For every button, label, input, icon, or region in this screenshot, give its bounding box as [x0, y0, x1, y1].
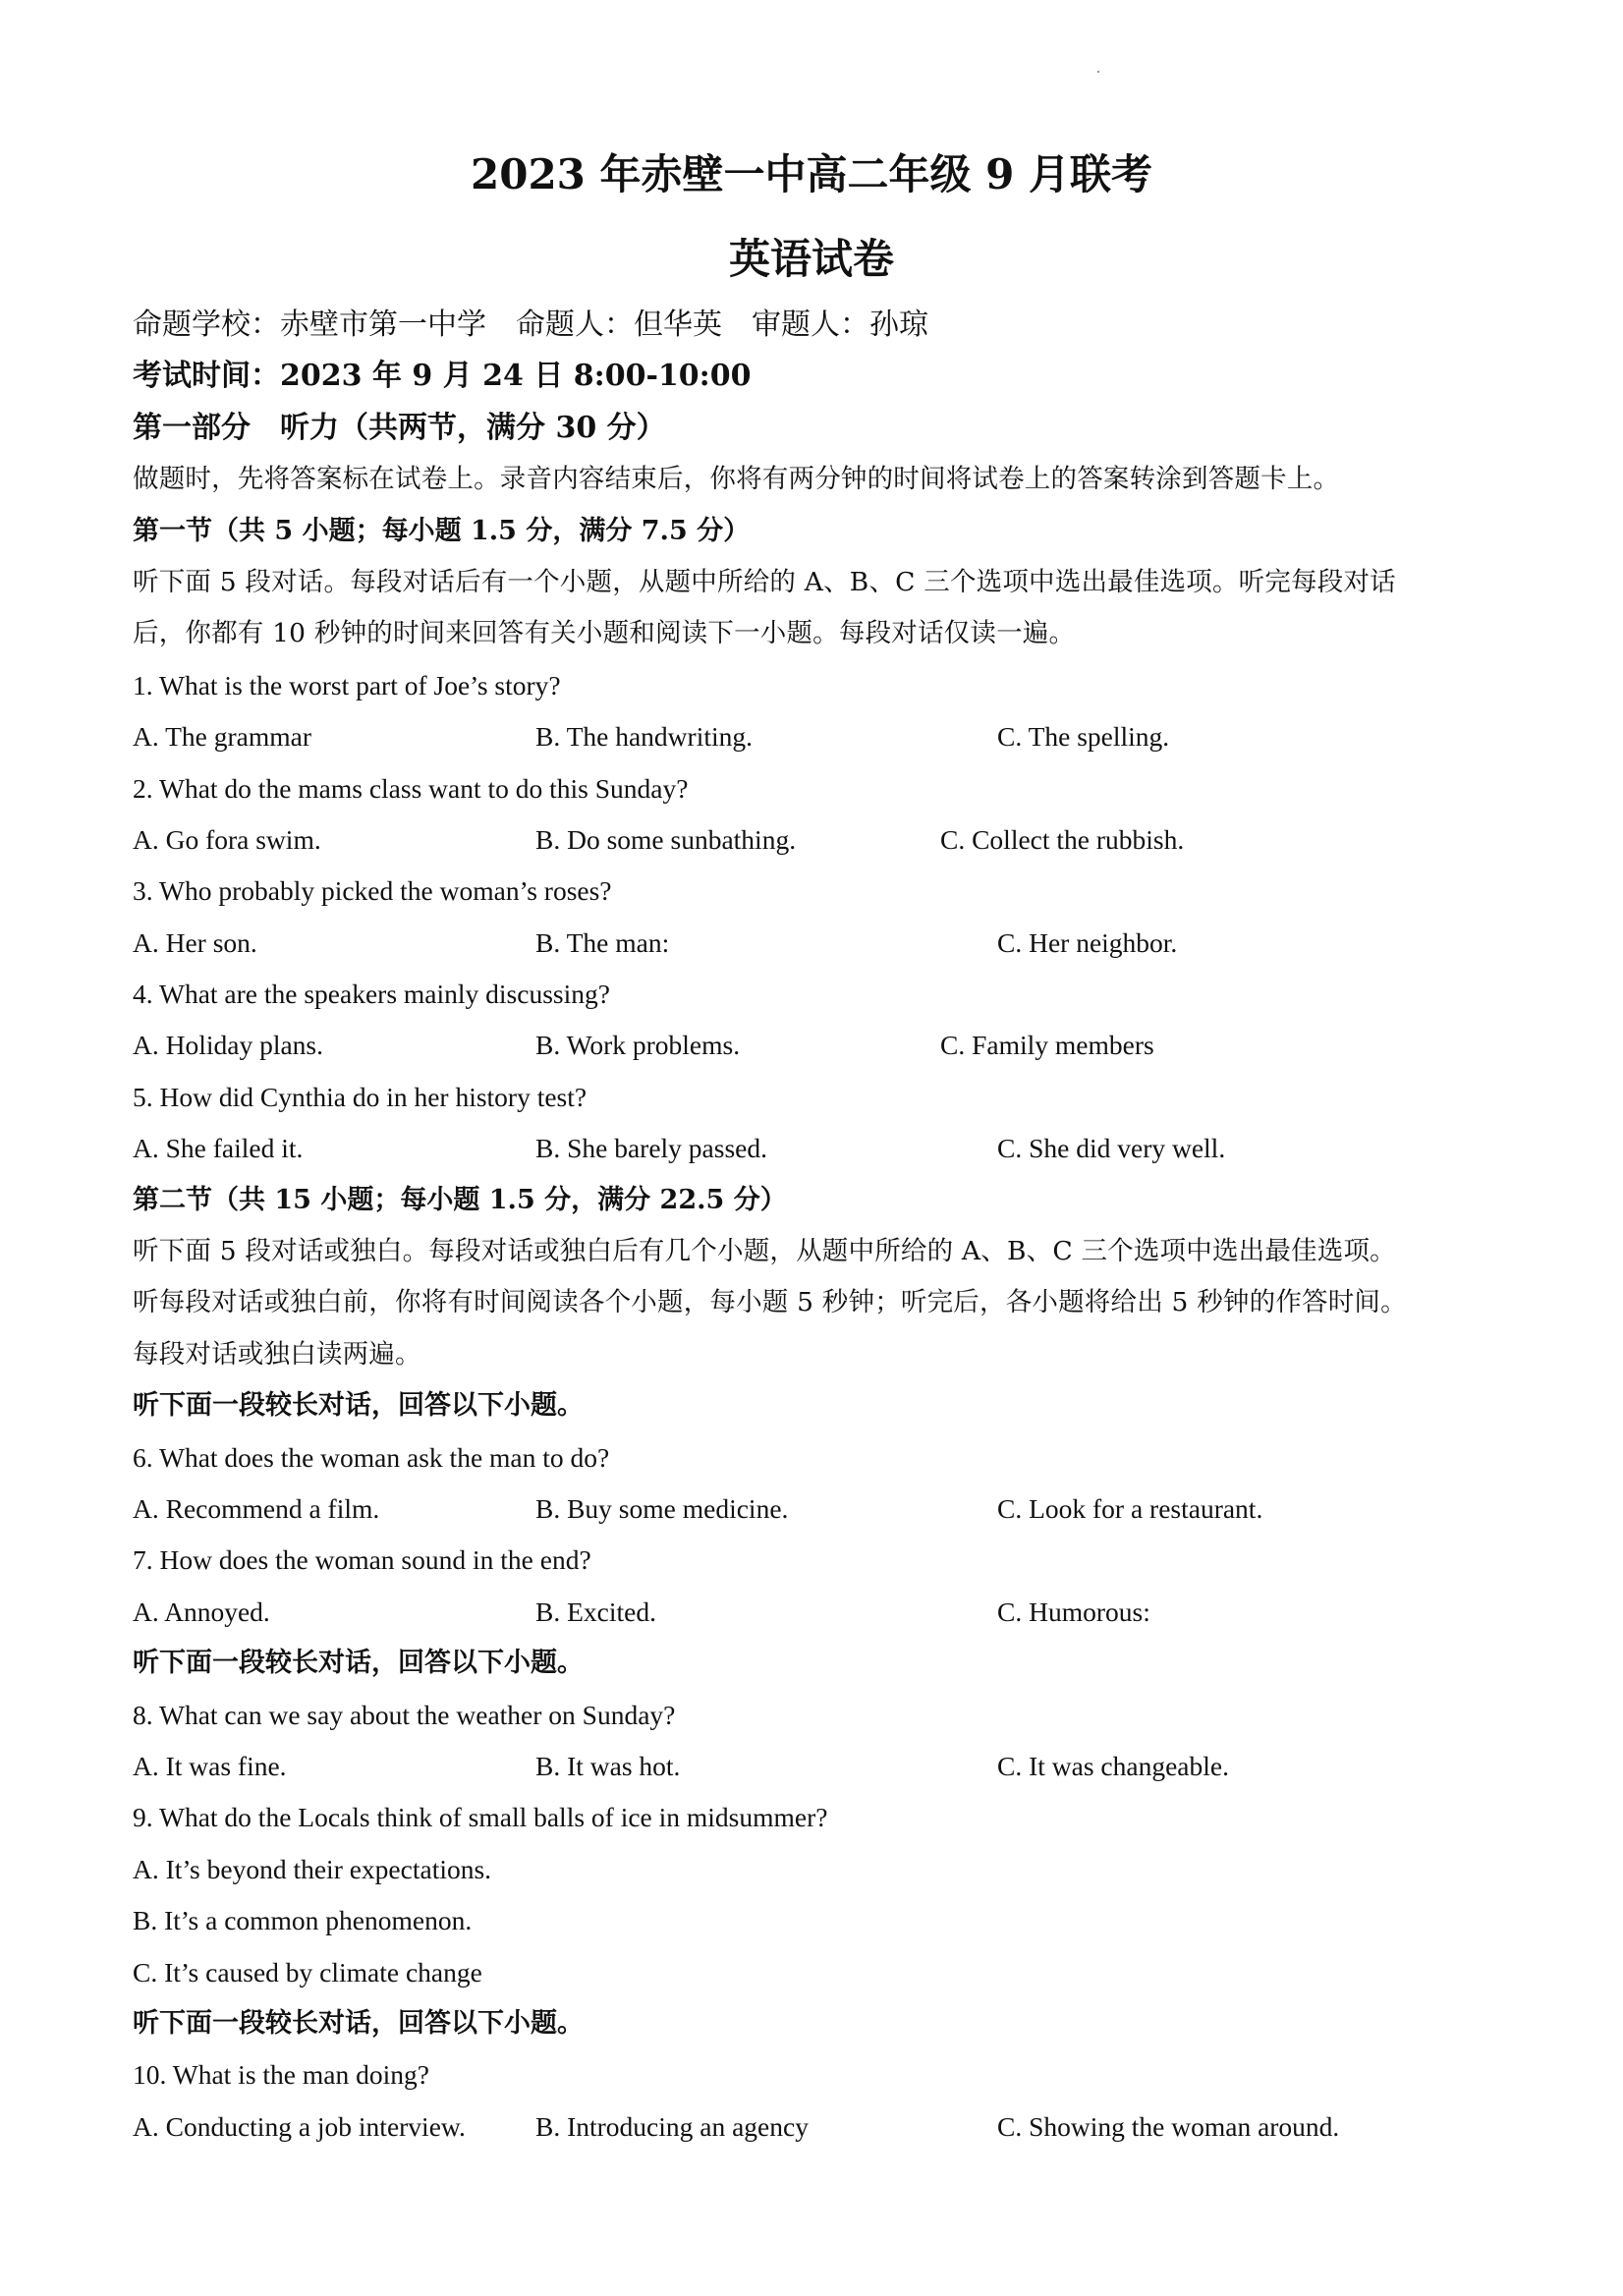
section1-instructions: 后，你都有 10 秒钟的时间来回答有关小题和阅读下一小题。每段对话仅读一遍。 [133, 618, 1076, 649]
option-c: C. Humorous: [997, 1596, 1150, 1627]
option-b: B. The handwriting. [535, 721, 753, 753]
part1-heading: 第一部分 听力（共两节，满分 30 分） [133, 410, 666, 445]
option-a: A. Conducting a job interview. [133, 2110, 466, 2142]
option-c: C. She did very well. [997, 1133, 1226, 1164]
option-b: B. It’s a common phenomenon. [133, 1905, 473, 1936]
section2-instructions: 听下面 5 段对话或独白。每段对话或独白后有几个小题，从题中所给的 A、B、C 三个选项中选出最佳选项。 [133, 1236, 1396, 1267]
option-c: C. The spelling. [997, 721, 1170, 753]
option-b: B. Buy some medicine. [535, 1492, 789, 1524]
question-options [133, 814, 1508, 866]
exam-body [133, 300, 1508, 2153]
question-stem: 1. What is the worst part of Joe’s story? [133, 669, 561, 700]
question-options [133, 918, 1508, 969]
long-dialogue-prompt: 听下面一段较长对话，回答以下小题。 [133, 2007, 584, 2039]
question-stem: 6. What does the woman ask the man to do? [133, 1441, 610, 1473]
option-b: B. It was hot. [535, 1750, 681, 1781]
question-options [133, 1123, 1508, 1174]
question-stem: 4. What are the speakers mainly discussing? [133, 979, 610, 1010]
option-b: B. The man: [535, 926, 670, 958]
exam-title: 2023 年赤壁一中高二年级 9 月联考 [471, 150, 1152, 198]
question-options [133, 1020, 1508, 1071]
option-b: B. Introducing an agency [535, 2110, 809, 2142]
question-options [133, 1587, 1508, 1638]
question-options [133, 1741, 1508, 1792]
option-c: C. Showing the woman around. [997, 2110, 1340, 2142]
option-a: A. The grammar [133, 721, 311, 753]
question-stem: 3. Who probably picked the woman’s roses? [133, 875, 612, 907]
option-c: C. Look for a restaurant. [997, 1492, 1263, 1524]
option-b: B. Excited. [535, 1596, 656, 1627]
option-a: A. It was fine. [133, 1750, 287, 1781]
option-b: B. Do some sunbathing. [535, 823, 797, 855]
long-dialogue-prompt: 听下面一段较长对话，回答以下小题。 [133, 1390, 584, 1422]
question-stem: 10. What is the man doing? [133, 2059, 429, 2091]
option-a: A. Annoyed. [133, 1596, 270, 1627]
section1-instructions: 听下面 5 段对话。每段对话后有一个小题，从题中所给的 A、B、C 三个选项中选出最佳选项。听完每段对话 [133, 566, 1396, 597]
question-stem: 8. What can we say about the weather on Sunday? [133, 1699, 676, 1730]
question-stem: 2. What do the mams class want to do this Sunday? [133, 772, 689, 804]
subject-title: 英语试卷 [728, 235, 894, 283]
long-dialogue-prompt: 听下面一段较长对话，回答以下小题。 [133, 1648, 584, 1679]
question-options [133, 711, 1508, 762]
question-options [133, 1484, 1508, 1535]
exam-meta-line: 命题学校：赤壁市第一中学 命题人：但华英 审题人：孙琼 [133, 308, 928, 342]
option-c: C. Collect the rubbish. [940, 823, 1185, 855]
section2-instructions: 每段对话或独白读两遍。 [133, 1338, 421, 1370]
option-a: A. Recommend a film. [133, 1492, 380, 1524]
scan-speck [1097, 71, 1099, 73]
option-a: A. Holiday plans. [133, 1030, 324, 1061]
section2-heading: 第二节（共 15 小题；每小题 1.5 分，满分 22.5 分） [133, 1184, 787, 1215]
option-c: C. It was changeable. [997, 1750, 1229, 1781]
option-c: C. Family members [940, 1030, 1154, 1061]
part1-intro: 做题时，先将答案标在试卷上。录音内容结束后，你将有两分钟的时间将试卷上的答案转涂到答题卡上。 [133, 464, 1340, 495]
option-a: A. She failed it. [133, 1133, 304, 1164]
option-b: B. Work problems. [535, 1030, 741, 1061]
option-c: C. It’s caused by climate change [133, 1956, 482, 1988]
question-options [133, 2101, 1508, 2153]
option-b: B. She barely passed. [535, 1133, 767, 1164]
question-stem: 9. What do the Locals think of small balls of ice in midsummer? [133, 1802, 828, 1833]
section2-instructions: 听每段对话或独白前，你将有时间阅读各个小题，每小题 5 秒钟；听完后，各小题将给出 5 秒钟的作答时间。 [133, 1287, 1407, 1318]
question-stem: 5. How did Cynthia do in her history test? [133, 1081, 588, 1112]
option-a: A. It’s beyond their expectations. [133, 1853, 492, 1884]
option-a: A. Go fora swim. [133, 823, 321, 855]
section1-heading: 第一节（共 5 小题；每小题 1.5 分，满分 7.5 分） [133, 515, 751, 546]
option-c: C. Her neighbor. [997, 926, 1178, 958]
exam-time-line: 考试时间：2023 年 9 月 24 日 8:00-10:00 [133, 359, 752, 394]
question-stem: 7. How does the woman sound in the end? [133, 1544, 591, 1576]
option-a: A. Her son. [133, 926, 257, 958]
